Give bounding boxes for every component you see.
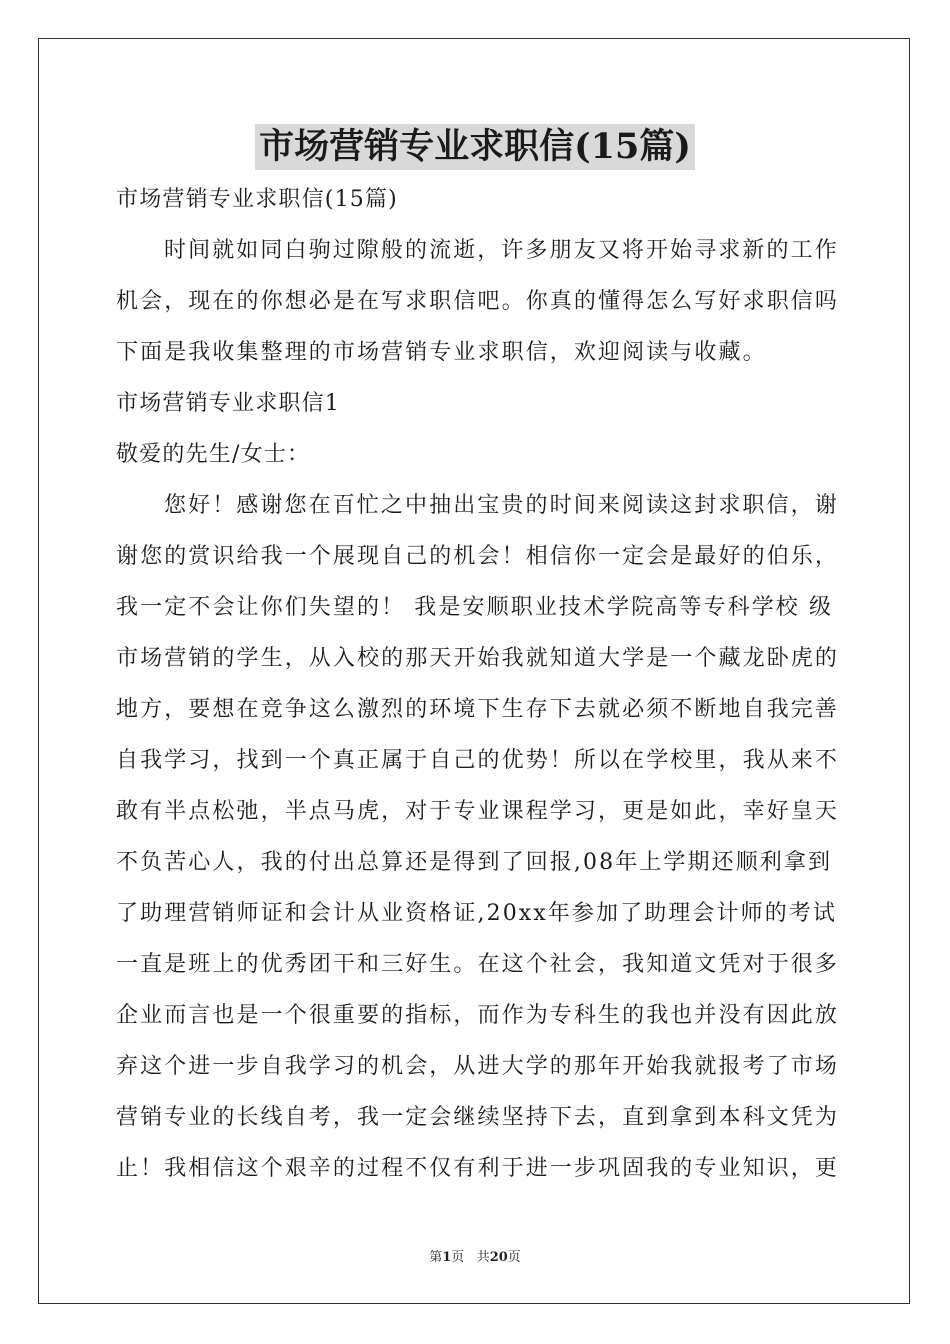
document-subtitle: 市场营销专业求职信(15篇) — [116, 187, 398, 212]
section-heading: 市场营销专业求职信1 — [116, 391, 340, 416]
body-line: 谢您的赏识给我一个展现自己的机会！相信你一定会是最好的伯乐， — [116, 544, 840, 569]
total-prefix: 共 — [476, 1250, 490, 1265]
intro-line: 时间就如同白驹过隙般的流逝，许多朋友又将开始寻求新的工作 — [164, 238, 839, 263]
body-line: 您好！感谢您在百忙之中抽出宝贵的时间来阅读这封求职信，谢 — [164, 493, 839, 518]
body-line: 市场营销的学生，从入校的那天开始我就知道大学是一个藏龙卧虎的 — [116, 646, 840, 671]
body-line: 企业而言也是一个很重要的指标，而作为专科生的我也并没有因此放 — [116, 1003, 840, 1028]
body-line: 地方，要想在竞争这么激烈的环境下生存下去就必须不断地自我完善 — [116, 697, 840, 722]
page-footer — [0, 1246, 950, 1265]
document-body — [116, 180, 838, 1200]
body-line: 止！我相信这个艰辛的过程不仅有利于进一步巩固我的专业知识，更 — [116, 1156, 840, 1181]
body-line: 弃这个进一步自我学习的机会，从进大学的那年开始我就报考了市场 — [116, 1054, 840, 1079]
total-suffix: 页 — [507, 1250, 521, 1265]
body-line: 一直是班上的优秀团干和三好生。在这个社会，我知道文凭对于很多 — [116, 952, 840, 977]
body-line: 我一定不会让你们失望的！ 我是安顺职业技术学院高等专科学校 级 — [116, 595, 834, 620]
body-line: 不负苦心人，我的付出总算还是得到了回报,08年上学期还顺利拿到 — [116, 850, 833, 875]
body-line: 敢有半点松弛，半点马虎，对于专业课程学习，更是如此，幸好皇天 — [116, 799, 840, 824]
body-line: 营销专业的长线自考，我一定会继续坚持下去，直到拿到本科文凭为 — [116, 1105, 840, 1130]
page-suffix: 页 — [451, 1250, 465, 1265]
total-pages: 20 — [489, 1250, 508, 1265]
body-line: 自我学习，找到一个真正属于自己的优势！所以在学校里，我从来不 — [116, 748, 840, 773]
intro-line: 机会，现在的你想必是在写求职信吧。你真的懂得怎么写好求职信吗 — [116, 289, 840, 314]
body-line: 了助理营销师证和会计从业资格证,20xx年参加了助理会计师的考试 — [116, 901, 838, 926]
document-title: 市场营销专业求职信(15篇) — [255, 124, 695, 170]
salutation: 敬爱的先生/女士： — [116, 442, 311, 467]
page-number: 1 — [442, 1250, 452, 1265]
title-wrap — [0, 124, 950, 170]
page-prefix: 第 — [429, 1250, 443, 1265]
intro-line: 下面是我收集整理的市场营销专业求职信，欢迎阅读与收藏。 — [116, 340, 767, 365]
